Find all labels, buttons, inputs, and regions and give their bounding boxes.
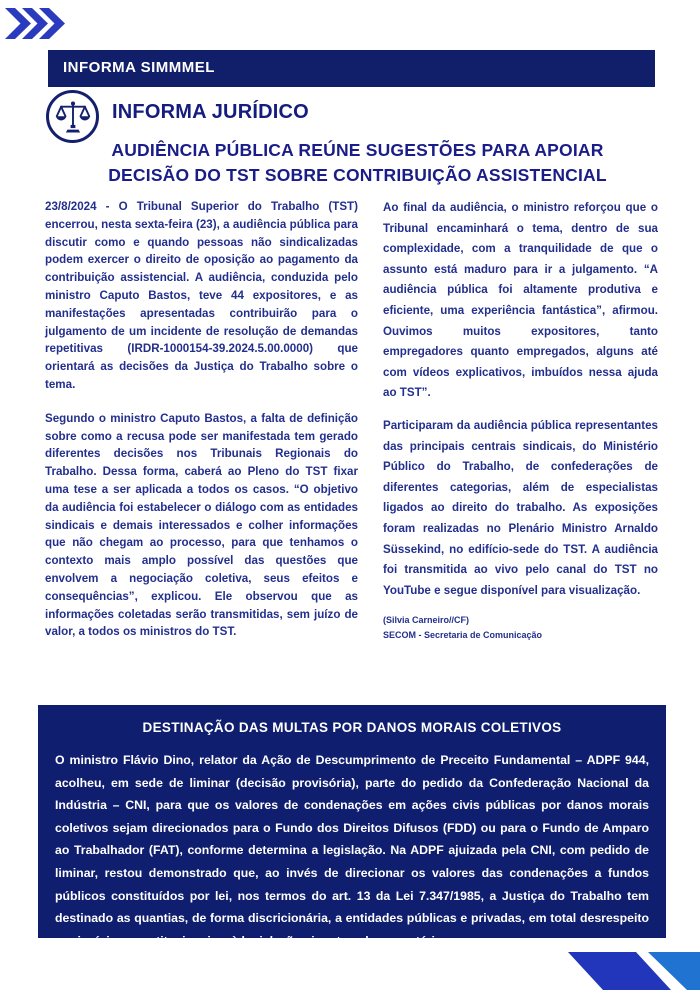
highlight-box-title: DESTINAÇÃO DAS MULTAS POR DANOS MORAIS COLETIVOS [142,720,562,735]
credit: SECOM - Secretaria de Comunicação [383,630,543,641]
right-paragraph-1: Ao final da audiência, o ministro reforçou que o Tribunal encaminhará o tema, dentro de sua complexidade, com a tranquilidade de que o assunto está maduro para ir a julgamento. “A audiência pública foi altamente produtiva e eficiente, uma experiência fantástica”, afirmou. Ouvimos muitos expositores, tanto empregadores quanto empregados, alguns até com vídeos explicativos, imbuídos nessa ajuda ao TST”. [383,201,658,400]
diagonal-stripes-icon [500,940,700,990]
left-paragraph-1: 23/8/2024 - O Tribunal Superior do Trabalho (TST) encerrou, nesta sexta-feira (23), a audiência pública para discutir como e quando pessoas não sindicalizadas podem exercer o direito de oposição ao pagamento da contribuição assistencial. A audiência, conduzida pelo ministro Caputo Bastos, teve 44 expositores, e as manifestações apresentadas contribuirão para o julgamento de um incidente de resolução de demandas repetitivas (IRDR-1000154-39.2024.5.00.0000) que orientará as decisões da Justiça do Trabalho sobre o tema. [45,200,358,391]
article-headline [70,138,645,188]
left-paragraph-2: Segundo o ministro Caputo Bastos, a falta de definição sobre como a recusa pode ser manifestada tem gerado diferentes decisões nos Tribunais Regionais do Trabalho. Dessa forma, caberá ao Pleno do TST fixar uma tese a ser aplicada a todos os casos. “O objetivo da audiência foi estabelecer o diálogo com as entidades sindicais e demais interessados e colher informações que não chegam ao processo, para que tenhamos o contexto mais amplo possível das questões que envolvem a negociação coletiva, seus efeitos e consequências”, explicou. Ele observou que as informações coletadas serão transmitidas, sem juízo de valor, a todos os ministros do TST. [45,411,358,639]
scales-of-justice-icon [54,98,92,136]
headline-line-2: DECISÃO DO TST SOBRE CONTRIBUIÇÃO ASSISTENCIAL [108,165,607,185]
headline-line-1: AUDIÊNCIA PÚBLICA REÚNE SUGESTÕES PARA APOIAR [111,140,604,160]
banner-bar [48,50,655,87]
byline-block [383,613,658,643]
article-body [45,198,658,643]
highlight-box [38,705,666,948]
right-paragraph-2: Participaram da audiência pública representantes das principais centrais sindicais, do Ministério Público do Trabalho, de confederações de diferentes categorias, além de especialistas ligados ao direito do trabalho. As exposições foram realizadas no Plenário Ministro Arnaldo Süssekind, no edifício-sede do TST. A audiência foi transmitida ao vivo pelo canal do TST no YouTube e segue disponível para visualização. [383,418,658,597]
left-column [45,198,358,643]
brand-name: INFORMA JURÍDICO [112,101,309,123]
right-column [383,198,658,643]
triple-chevron-right-icon [5,8,65,39]
scales-of-justice-logo [46,90,99,143]
banner-title: INFORMA SIMMMEL [63,59,215,76]
highlight-box-body: O ministro Flávio Dino, relator da Ação de Descumprimento de Preceito Fundamental – ADPF 944, acolheu, em sede de liminar (decisão provisória), parte do pedido da Confederação Nacional da Indústria – CNI, para que os valores de condenações em ações civis públicas por danos morais coletivos sejam direcionados para o Fundo dos Direitos Difusos (FDD) ou para o Fundo de Amparo ao Trabalhador (FAT), conforme determina a legislação. Na ADPF ajuizada pela CNI, com pedido de liminar, restou demonstrado que, ao invés de direcionar os valores das condenações a fundos públicos constituídos por lei, nos termos do art. 13 da Lei 7.347/1985, a Justiça do Trabalho tem destinado as quantias, de forma discricionária, a entidades públicas e privadas, em total desrespeito a princípios constitucionais e à legislação vigente sobre a matéria. [55,753,649,948]
byline: (Silvia Carneiro//CF) [383,615,470,626]
